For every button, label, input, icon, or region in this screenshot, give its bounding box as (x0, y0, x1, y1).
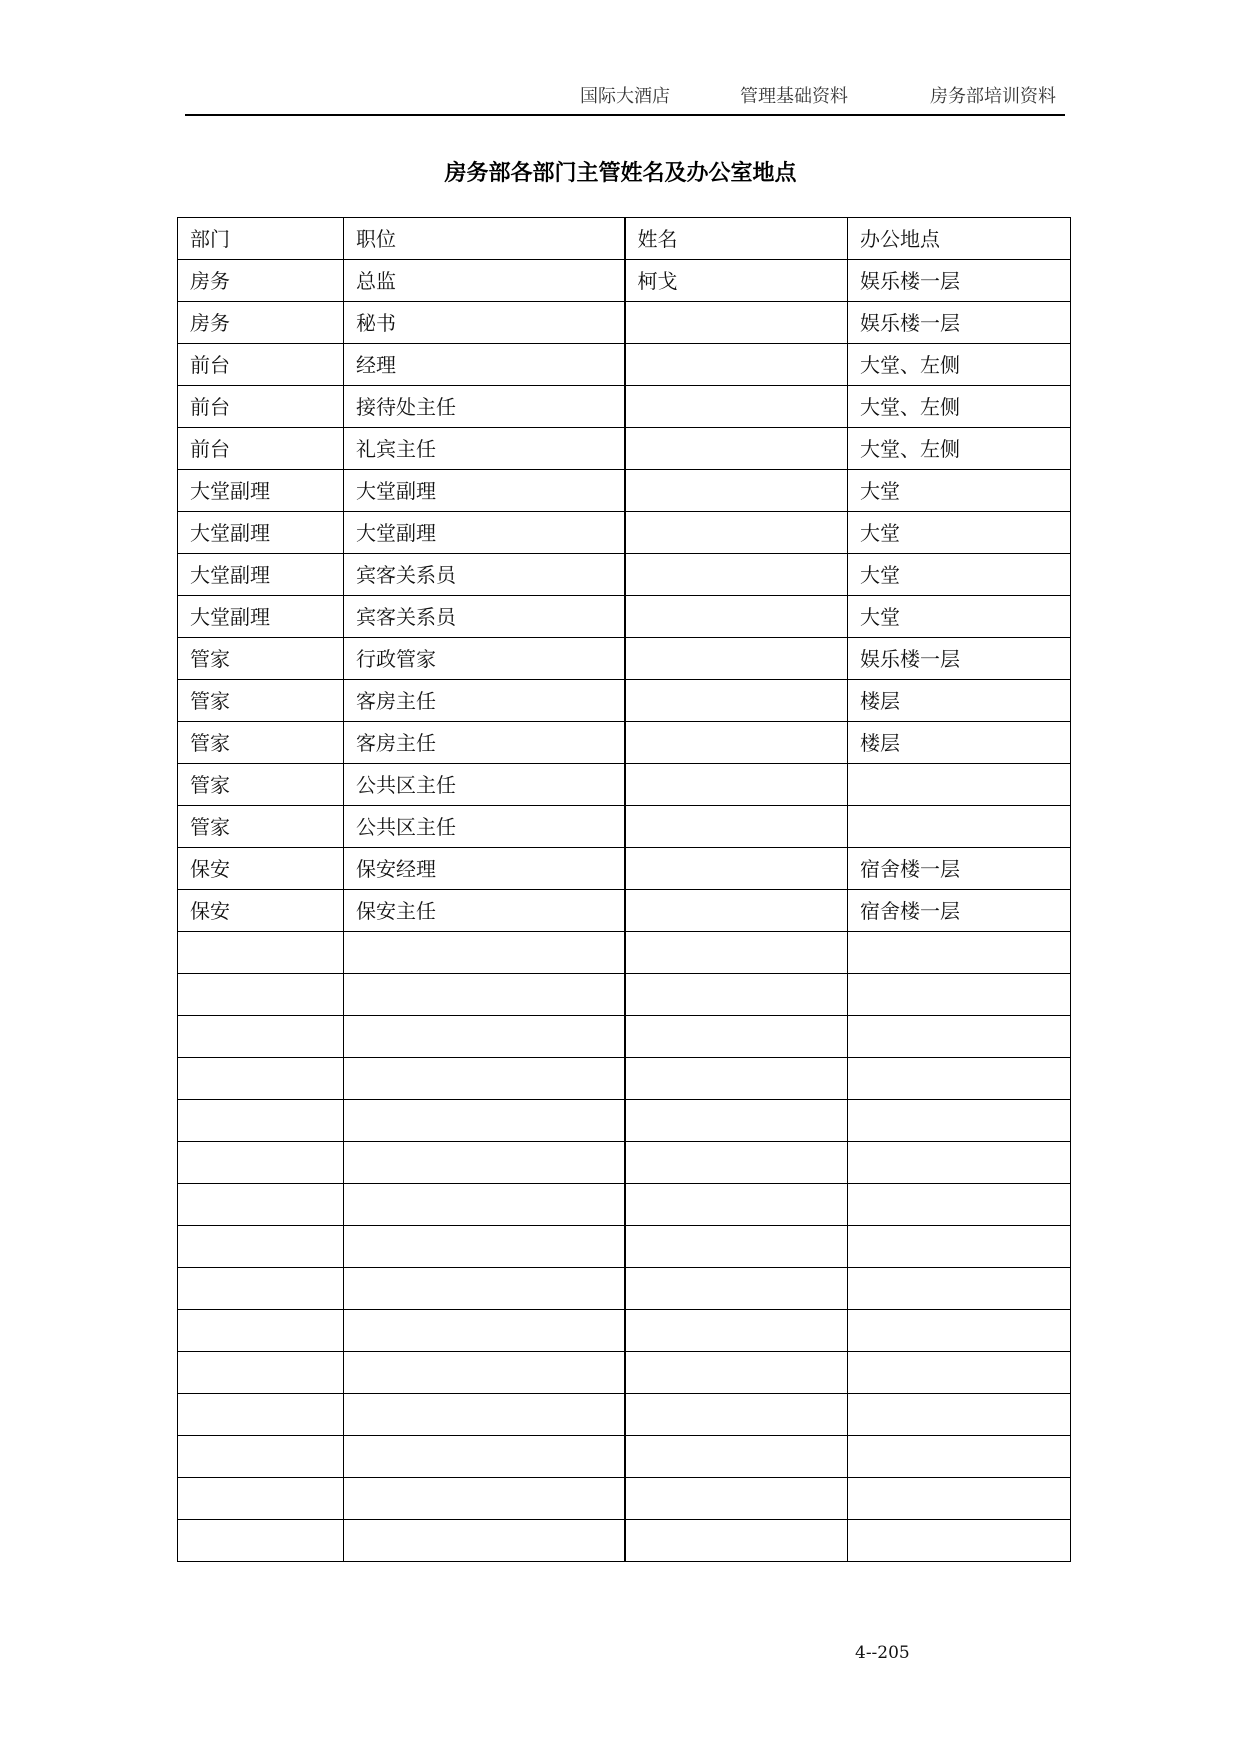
name-cell (625, 1100, 848, 1142)
name-cell (625, 890, 848, 932)
position-cell: 公共区主任 (344, 764, 625, 806)
table-row (178, 596, 1071, 638)
department-cell (178, 1310, 344, 1352)
position-cell: 客房主任 (344, 722, 625, 764)
office-cell (848, 1016, 1071, 1058)
name-cell (625, 1478, 848, 1520)
position-cell (344, 974, 625, 1016)
table-row (178, 1058, 1071, 1100)
table-row (178, 890, 1071, 932)
name-cell (625, 680, 848, 722)
name-cell (625, 806, 848, 848)
position-cell: 秘书 (344, 302, 625, 344)
name-cell (625, 1058, 848, 1100)
position-cell: 客房主任 (344, 680, 625, 722)
department-cell (178, 1100, 344, 1142)
position-cell (344, 1016, 625, 1058)
name-cell (625, 344, 848, 386)
department-cell (178, 1058, 344, 1100)
table-row (178, 1100, 1071, 1142)
header-category: 管理基础资料 (740, 86, 848, 107)
page-number: 4--205 (855, 1643, 910, 1663)
name-cell (625, 1436, 848, 1478)
department-cell (178, 1268, 344, 1310)
table-row (178, 302, 1071, 344)
department-cell: 房务 (178, 302, 344, 344)
office-cell (848, 1100, 1071, 1142)
office-cell: 大堂 (848, 470, 1071, 512)
position-cell (344, 1100, 625, 1142)
supervisor-table-body (178, 218, 1071, 1562)
department-cell (178, 1142, 344, 1184)
name-cell (625, 512, 848, 554)
table-row (178, 974, 1071, 1016)
table-row (178, 470, 1071, 512)
office-cell (848, 1058, 1071, 1100)
office-cell (848, 764, 1071, 806)
name-cell (625, 386, 848, 428)
position-cell: 保安经理 (344, 848, 625, 890)
table-header-row (178, 218, 1071, 260)
office-cell: 娱乐楼一层 (848, 638, 1071, 680)
office-cell (848, 1478, 1071, 1520)
department-cell: 前台 (178, 428, 344, 470)
supervisor-table (177, 217, 1071, 1562)
office-cell: 大堂 (848, 596, 1071, 638)
position-cell: 总监 (344, 260, 625, 302)
name-cell (625, 554, 848, 596)
name-cell (625, 1310, 848, 1352)
office-cell: 娱乐楼一层 (848, 260, 1071, 302)
position-cell (344, 932, 625, 974)
table-row (178, 1226, 1071, 1268)
position-cell (344, 1268, 625, 1310)
department-cell (178, 1226, 344, 1268)
name-cell (625, 302, 848, 344)
position-cell (344, 1520, 625, 1562)
office-cell (848, 1184, 1071, 1226)
office-cell (848, 1394, 1071, 1436)
department-cell: 管家 (178, 638, 344, 680)
table-row (178, 1520, 1071, 1562)
name-cell (625, 974, 848, 1016)
position-cell: 行政管家 (344, 638, 625, 680)
department-cell: 管家 (178, 680, 344, 722)
office-cell: 大堂、左侧 (848, 344, 1071, 386)
position-cell: 公共区主任 (344, 806, 625, 848)
position-cell (344, 1436, 625, 1478)
department-cell (178, 974, 344, 1016)
table-row (178, 344, 1071, 386)
table-row (178, 1142, 1071, 1184)
department-cell: 管家 (178, 764, 344, 806)
column-header-office: 办公地点 (848, 218, 1071, 260)
office-cell (848, 1436, 1071, 1478)
position-cell: 接待处主任 (344, 386, 625, 428)
department-cell: 房务 (178, 260, 344, 302)
table-row (178, 1310, 1071, 1352)
position-cell: 经理 (344, 344, 625, 386)
name-cell (625, 1226, 848, 1268)
position-cell (344, 1394, 625, 1436)
position-cell: 大堂副理 (344, 470, 625, 512)
table-row (178, 638, 1071, 680)
office-cell: 娱乐楼一层 (848, 302, 1071, 344)
table-row (178, 932, 1071, 974)
department-cell: 保安 (178, 848, 344, 890)
table-row (178, 680, 1071, 722)
department-cell (178, 1016, 344, 1058)
name-cell (625, 1352, 848, 1394)
office-cell: 大堂 (848, 512, 1071, 554)
office-cell: 大堂、左侧 (848, 386, 1071, 428)
name-cell (625, 638, 848, 680)
name-cell (625, 1268, 848, 1310)
office-cell (848, 1226, 1071, 1268)
department-cell (178, 932, 344, 974)
table-row (178, 1478, 1071, 1520)
position-cell: 宾客关系员 (344, 596, 625, 638)
department-cell: 大堂副理 (178, 512, 344, 554)
position-cell (344, 1310, 625, 1352)
department-cell: 管家 (178, 806, 344, 848)
name-cell (625, 1184, 848, 1226)
office-cell (848, 974, 1071, 1016)
table-row (178, 1268, 1071, 1310)
name-cell (625, 428, 848, 470)
name-cell (625, 1016, 848, 1058)
department-cell: 大堂副理 (178, 554, 344, 596)
office-cell (848, 1268, 1071, 1310)
office-cell: 宿舍楼一层 (848, 890, 1071, 932)
document-title: 房务部各部门主管姓名及办公室地点 (444, 160, 797, 186)
table-row (178, 428, 1071, 470)
position-cell (344, 1058, 625, 1100)
office-cell: 大堂、左侧 (848, 428, 1071, 470)
office-cell: 大堂 (848, 554, 1071, 596)
office-cell (848, 1142, 1071, 1184)
office-cell (848, 1520, 1071, 1562)
department-cell (178, 1436, 344, 1478)
office-cell: 宿舍楼一层 (848, 848, 1071, 890)
page-header (185, 86, 1065, 116)
table-row (178, 806, 1071, 848)
name-cell (625, 1142, 848, 1184)
department-cell (178, 1352, 344, 1394)
position-cell (344, 1184, 625, 1226)
office-cell (848, 1310, 1071, 1352)
department-cell: 保安 (178, 890, 344, 932)
table-row (178, 512, 1071, 554)
table-row (178, 1184, 1071, 1226)
column-header-name: 姓名 (625, 218, 848, 260)
department-cell: 前台 (178, 386, 344, 428)
name-cell (625, 764, 848, 806)
position-cell: 礼宾主任 (344, 428, 625, 470)
position-cell: 宾客关系员 (344, 554, 625, 596)
name-cell (625, 932, 848, 974)
column-header-department: 部门 (178, 218, 344, 260)
table-row (178, 1436, 1071, 1478)
position-cell: 保安主任 (344, 890, 625, 932)
name-cell: 柯戈 (625, 260, 848, 302)
department-cell: 大堂副理 (178, 470, 344, 512)
position-cell (344, 1226, 625, 1268)
table-row (178, 260, 1071, 302)
table-row (178, 848, 1071, 890)
header-section: 房务部培训资料 (930, 86, 1056, 107)
column-header-position: 职位 (344, 218, 625, 260)
office-cell (848, 932, 1071, 974)
name-cell (625, 848, 848, 890)
office-cell: 楼层 (848, 680, 1071, 722)
table-row (178, 722, 1071, 764)
table-row (178, 764, 1071, 806)
department-cell: 前台 (178, 344, 344, 386)
table-row (178, 1394, 1071, 1436)
name-cell (625, 1520, 848, 1562)
department-cell (178, 1520, 344, 1562)
header-hotel-name: 国际大酒店 (580, 86, 670, 107)
position-cell (344, 1478, 625, 1520)
name-cell (625, 470, 848, 512)
position-cell: 大堂副理 (344, 512, 625, 554)
department-cell (178, 1184, 344, 1226)
office-cell (848, 1352, 1071, 1394)
name-cell (625, 596, 848, 638)
position-cell (344, 1352, 625, 1394)
table-row (178, 386, 1071, 428)
department-cell (178, 1478, 344, 1520)
department-cell: 大堂副理 (178, 596, 344, 638)
table-row (178, 1352, 1071, 1394)
office-cell (848, 806, 1071, 848)
position-cell (344, 1142, 625, 1184)
office-cell: 楼层 (848, 722, 1071, 764)
department-cell (178, 1394, 344, 1436)
department-cell: 管家 (178, 722, 344, 764)
name-cell (625, 1394, 848, 1436)
name-cell (625, 722, 848, 764)
table-row (178, 554, 1071, 596)
table-row (178, 1016, 1071, 1058)
